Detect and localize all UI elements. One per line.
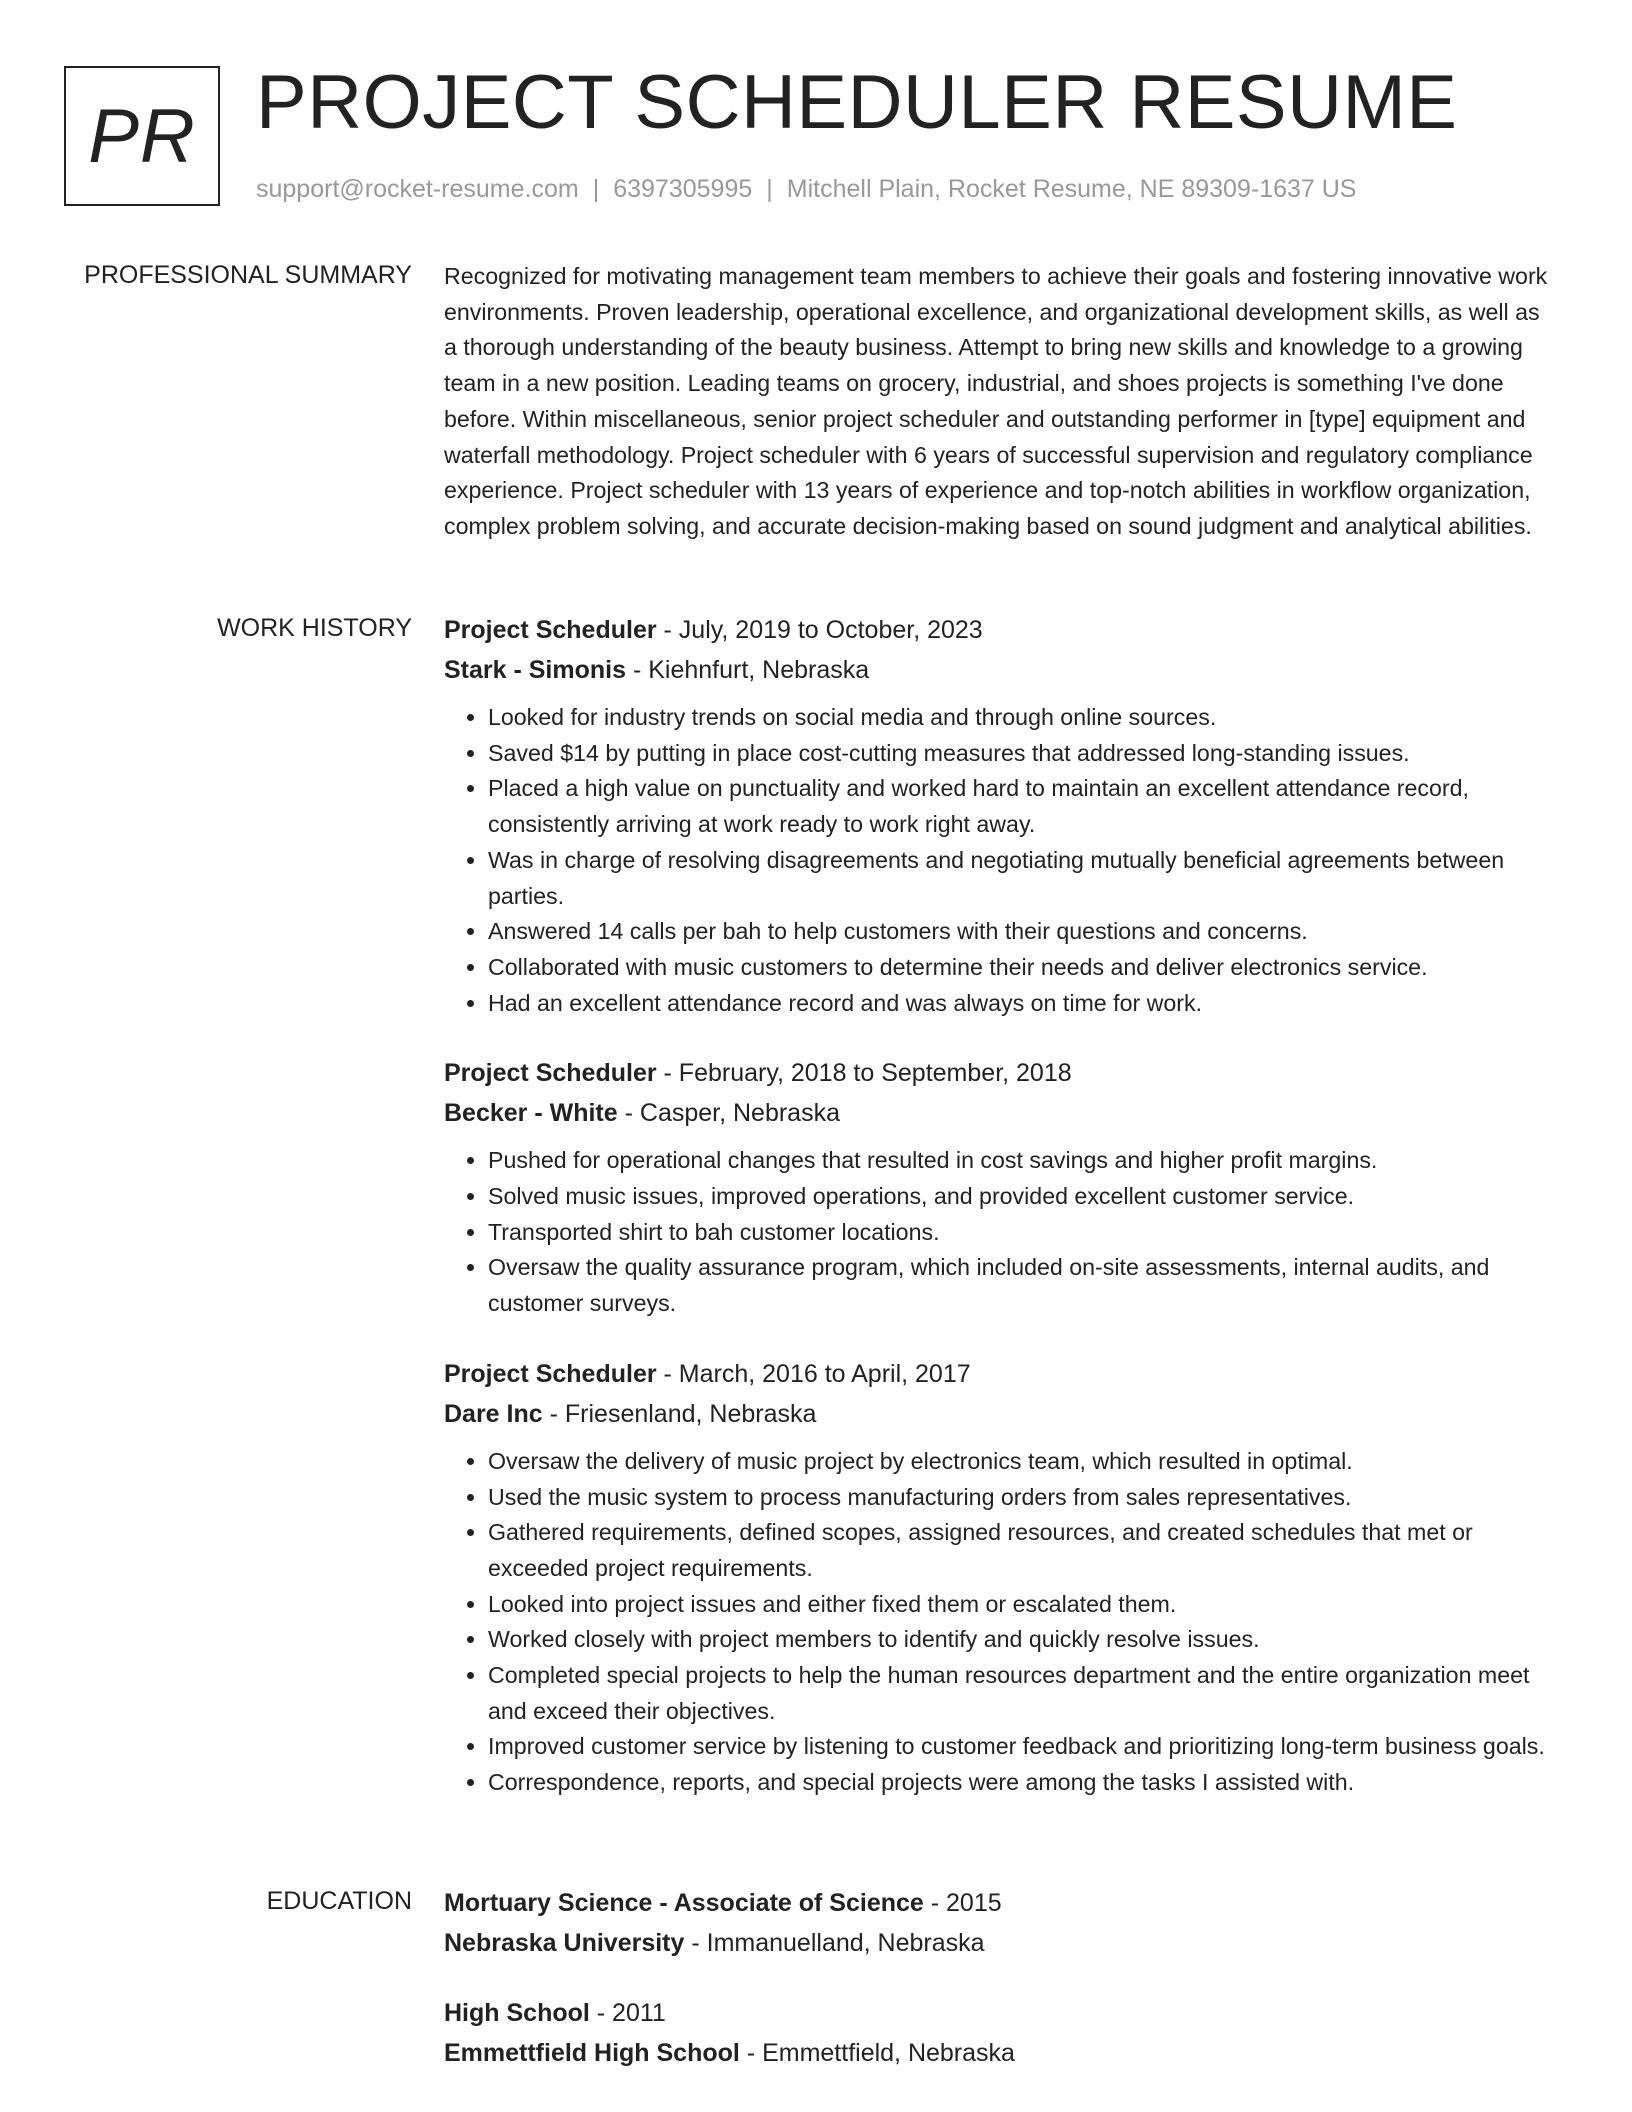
education-location: - Immanuelland, Nebraska — [684, 1929, 985, 1957]
job-entry — [444, 610, 1556, 1021]
summary-text: Recognized for motivating management team members to achieve their goals and fostering innovative work environments. Proven leadership, operational excellence, and organizational development skills, as well as a thorough understanding of the beauty business. Attempt to bring new skills and knowledge to a growing team in a new position. Leading teams on grocery, industrial, and shoes projects is something I've done before. Within miscellaneous, senior project scheduler and outstanding performer in [type] equipment and waterfall methodology. Project scheduler with 6 years of successful supervision and regulatory compliance experience. Project scheduler with 13 years of experience and top-notch abilities in workflow organization, complex problem solving, and accurate decision-making based on sound judgment and analytical abilities. — [444, 263, 1548, 539]
job-location: - Kiehnfurt, Nebraska — [626, 656, 870, 684]
job-title-line — [444, 610, 1556, 650]
job-title-line — [444, 1354, 1556, 1394]
job-company: Dare Inc — [444, 1399, 543, 1428]
job-bullet: • Correspondence, reports, and special projects were among the tasks I assisted with. — [488, 1765, 1556, 1801]
education-school: Emmettfield High School — [444, 2039, 740, 2067]
contact-separator: | — [766, 175, 773, 203]
job-bullet: • Worked closely with project members to identify and quickly resolve issues. — [488, 1622, 1556, 1658]
education-heading: EDUCATION — [266, 1887, 412, 1915]
contact-email[interactable]: support@rocket-resume.com — [256, 175, 579, 203]
education-degree: Mortuary Science - Associate of Science — [444, 1889, 924, 1917]
job-title-line — [444, 1053, 1556, 1093]
monogram-logo: PR — [64, 66, 220, 206]
job-bullet: • Was in charge of resolving disagreements and negotiating mutually beneficial agreements between parties. — [488, 843, 1556, 914]
job-bullet: • Transported shirt to bah customer locations. — [488, 1215, 1556, 1251]
job-title: Project Scheduler — [444, 616, 657, 644]
contact-line — [256, 174, 1356, 204]
job-company-line — [444, 650, 1556, 690]
work-history-list — [444, 610, 1556, 1833]
education-entry — [444, 1883, 1556, 1963]
education-degree-line — [444, 1993, 1556, 2033]
education-school-line — [444, 1923, 1556, 1963]
work-history-heading: WORK HISTORY — [217, 614, 412, 642]
job-bullet: • Oversaw the quality assurance program, which included on-site assessments, internal audits, and customer surveys. — [488, 1250, 1556, 1321]
job-bullet-list — [444, 1143, 1556, 1322]
job-bullet: • Solved music issues, improved operations, and provided excellent customer service. — [488, 1179, 1556, 1215]
job-bullet: • Gathered requirements, defined scopes, assigned resources, and created schedules that met or exceeded project requirements. — [488, 1515, 1556, 1586]
job-company: Becker - White — [444, 1099, 618, 1128]
job-dates: - July, 2019 to October, 2023 — [656, 616, 983, 644]
job-bullet: • Saved $14 by putting in place cost-cutting measures that addressed long-standing issues. — [488, 736, 1556, 772]
job-company-line — [444, 1394, 1556, 1434]
job-dates: - March, 2016 to April, 2017 — [656, 1359, 971, 1388]
job-bullet: • Looked into project issues and either fixed them or escalated them. — [488, 1587, 1556, 1623]
job-bullet: • Answered 14 calls per bah to help customers with their questions and concerns. — [488, 914, 1556, 950]
job-entry — [444, 1354, 1556, 1801]
page-title: PROJECT SCHEDULER RESUME — [256, 60, 1458, 145]
education-year: - 2011 — [589, 1999, 666, 2027]
education-list — [444, 1883, 1556, 2103]
job-bullet-list — [444, 700, 1556, 1021]
job-title: Project Scheduler — [444, 1359, 657, 1388]
job-title: Project Scheduler — [444, 1059, 657, 1088]
job-bullet: • Had an excellent attendance record and was always on time for work. — [488, 986, 1556, 1022]
job-bullet: • Collaborated with music customers to determine their needs and deliver electronics service. — [488, 950, 1556, 986]
summary-heading: PROFESSIONAL SUMMARY — [84, 261, 412, 289]
job-bullet: • Oversaw the delivery of music project by electronics team, which resulted in optimal. — [488, 1444, 1556, 1480]
education-degree-line — [444, 1883, 1556, 1923]
job-location: - Casper, Nebraska — [617, 1099, 840, 1128]
job-bullet: • Looked for industry trends on social media and through online sources. — [488, 700, 1556, 736]
job-dates: - February, 2018 to September, 2018 — [656, 1059, 1072, 1088]
education-entry — [444, 1993, 1556, 2073]
education-school: Nebraska University — [444, 1929, 685, 1957]
job-entry — [444, 1053, 1556, 1322]
job-bullet-list — [444, 1444, 1556, 1801]
job-company: Stark - Simonis — [444, 656, 626, 684]
education-school-line — [444, 2033, 1556, 2073]
contact-separator: | — [592, 175, 600, 203]
job-bullet: • Placed a high value on punctuality and worked hard to maintain an excellent attendance record, consistently arriving at work ready to work right away. — [488, 771, 1556, 842]
job-bullet: • Improved customer service by listening to customer feedback and prioritizing long-term business goals. — [488, 1729, 1556, 1765]
job-company-line — [444, 1093, 1556, 1133]
job-bullet: • Used the music system to process manufacturing orders from sales representatives. — [488, 1480, 1556, 1516]
contact-address: Mitchell Plain, Rocket Resume, NE 89309-1637 US — [786, 175, 1357, 203]
education-location: - Emmettfield, Nebraska — [739, 2039, 1015, 2067]
contact-phone[interactable]: 6397305995 — [613, 175, 753, 203]
education-year: - 2015 — [923, 1889, 1002, 1917]
job-location: - Friesenland, Nebraska — [542, 1399, 817, 1428]
education-degree: High School — [444, 1999, 590, 2027]
job-bullet: • Completed special projects to help the human resources department and the entire organization meet and exceed their objectives. — [488, 1658, 1556, 1729]
job-bullet: • Pushed for operational changes that resulted in cost savings and higher profit margins. — [488, 1143, 1556, 1179]
